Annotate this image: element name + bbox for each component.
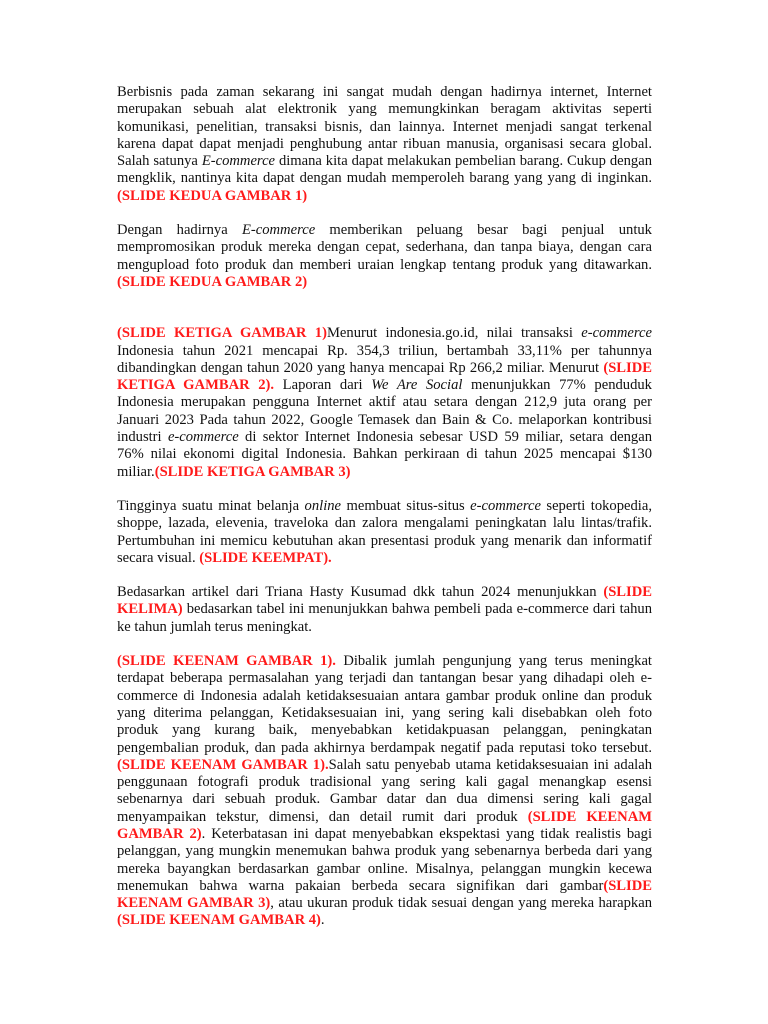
italic-term: We Are Social: [371, 377, 463, 394]
italic-term: e-commerce: [470, 497, 541, 514]
body-text: Bedasarkan artikel dari Triana Hasty Kusumad dkk tahun 2024 menunjukkan: [117, 584, 604, 601]
body-text: Laporan dari: [274, 377, 372, 394]
slide-marker: (SLIDE KETIGA GAMBAR 1): [117, 325, 327, 342]
slide-marker: (SLIDE KEENAM GAMBAR 3): [117, 877, 652, 912]
slide-marker: (SLIDE KETIGA GAMBAR 2).: [117, 359, 652, 394]
body-text: bedasarkan tabel ini menunjukkan bahwa pembeli pada e-commerce dari tahun ke tahun jumlah terus meningkat.: [117, 601, 652, 635]
body-text: di sektor Internet Indonesia sebesar USD 59 miliar, setara dengan 76% nilai ekonomi digital Indonesia. Bahkan perkiraan di tahun 2025 mencapai $130 miliar.: [117, 429, 652, 480]
body-text: Dibalik jumlah pengunjung yang terus meningkat terdapat beberapa permasalahan yang terjadi dan tantangan besar yang dihadapi oleh e-commerce di Indonesia adalah ketidaksesuaian antara gambar produk online dan produk yang diterima pelanggan, Ketidaksesuaian ini, yang sering kali disebabkan oleh foto produk yang kurang baik, menyebabkan ketidakpuasan pelanggan, peningkatan pengembalian produk, dan pada akhirnya berdampak negatif pada reputasi toko tersebut.: [117, 653, 652, 756]
slide-marker: (SLIDE KEDUA GAMBAR 1): [117, 187, 308, 204]
body-text: dimana kita dapat melakukan pembelian barang. Cukup dengan mengklik, nantinya kita dapat dengan mudah memperoleh barang yang yang di inginkan.: [117, 153, 652, 187]
paragraph-transaction-statistics: [117, 325, 652, 481]
slide-marker: (SLIDE KEENAM GAMBAR 2): [117, 808, 653, 842]
italic-term: e-commerce: [167, 429, 239, 446]
paragraph-online-shopping-interest: [117, 498, 652, 567]
paragraph-ecommerce-opportunity: [117, 222, 652, 291]
body-text: . Keterbatasan ini dapat menyebabkan ekspektasi yang tidak realistis bagi pelanggan, yang mungkin menemukan bahwa produk yang sebenarnya berbeda dari yang mereka bayangkan berdasarkan gambar online. Misalnya, pelanggan mungkin kecewa menemukan bahwa warna pakaian berbeda secara signifikan dari gambar: [117, 825, 652, 894]
slide-marker: (SLIDE KEDUA GAMBAR 2): [117, 273, 308, 290]
body-text: menunjukkan 77% penduduk Indonesia merupakan pengguna Internet aktif atau setara dengan 212,9 juta orang per Januari 2023 Pada tahun 2022, Google Temasek dan Bain & Co. melaporkan kontribusi industri: [117, 377, 652, 446]
body-text: membuat situs-situs: [341, 497, 471, 514]
slide-marker: (SLIDE KEENAM GAMBAR 1).: [117, 756, 329, 773]
slide-marker: (SLIDE KEENAM GAMBAR 1).: [117, 653, 336, 670]
italic-term: E-commerce: [241, 222, 316, 239]
italic-term: e-commerce: [581, 325, 652, 342]
slide-marker: (SLIDE KELIMA): [117, 584, 652, 618]
body-text: Tingginya suatu minat belanja: [117, 497, 305, 514]
body-text: , atau ukuran produk tidak sesuai dengan yang mereka harapkan: [270, 895, 652, 912]
body-text: Menurut indonesia.go.id, nilai transaksi: [326, 325, 582, 342]
body-text: memberikan peluang besar bagi penjual untuk mempromosikan produk mereka dengan cepat, sederhana, dan tanpa biaya, dengan cara mengupload foto produk dan memberi uraian lengkap tentang produk yang ditawarkan.: [117, 222, 652, 273]
slide-marker: (SLIDE KETIGA GAMBAR 3): [154, 463, 351, 480]
slide-marker: (SLIDE KEENAM GAMBAR 4): [117, 912, 321, 929]
body-text: Salah satu penyebab utama ketidaksesuaian ini adalah penggunaan fotografi produk tradisional yang sering kali gagal menangkap esensi sebenarnya dari sebuah produk. Gambar datar dan dua dimensi sering kali gagal menyampaikan tekstur, dimensi, dan detail rumit dari produk: [117, 756, 653, 825]
body-text: Dengan hadirnya: [117, 222, 242, 239]
slide-marker: (SLIDE KEEMPAT).: [199, 549, 332, 566]
italic-term: online: [304, 497, 342, 514]
body-text: .: [320, 912, 325, 929]
paragraph-product-mismatch: [117, 653, 652, 930]
body-text: seperti tokopedia, shoppe, lazada, elevenia, traveloka dan zalora mengalami peningkatan lalu lintas/trafik. Pertumbuhan ini memicu kebutuhan akan presentasi produk yang menarik dan informatif secara visual.: [117, 497, 652, 566]
italic-term: E-commerce: [201, 153, 276, 170]
paragraph-article-reference: [117, 584, 652, 636]
paragraph-intro-internet: [117, 84, 652, 205]
body-text: Berbisnis pada zaman sekarang ini sangat mudah dengan hadirnya internet, Internet merupakan sebuah alat elektronik yang memungkinkan beragam aktivitas seperti komunikasi, penelitian, transaksi bisnis, dan lainnya. Internet menjadi sangat terkenal karena dapat dapat menjadi penghubung antar ribuan manusia, organisasi secara global. Salah satunya: [117, 84, 652, 170]
body-text: Indonesia tahun 2021 mencapai Rp. 354,3 triliun, bertambah 33,11% per tahunnya dibandingkan dengan tahun 2020 yang hanya mencapai Rp 266,2 miliar. Menurut: [117, 342, 652, 376]
